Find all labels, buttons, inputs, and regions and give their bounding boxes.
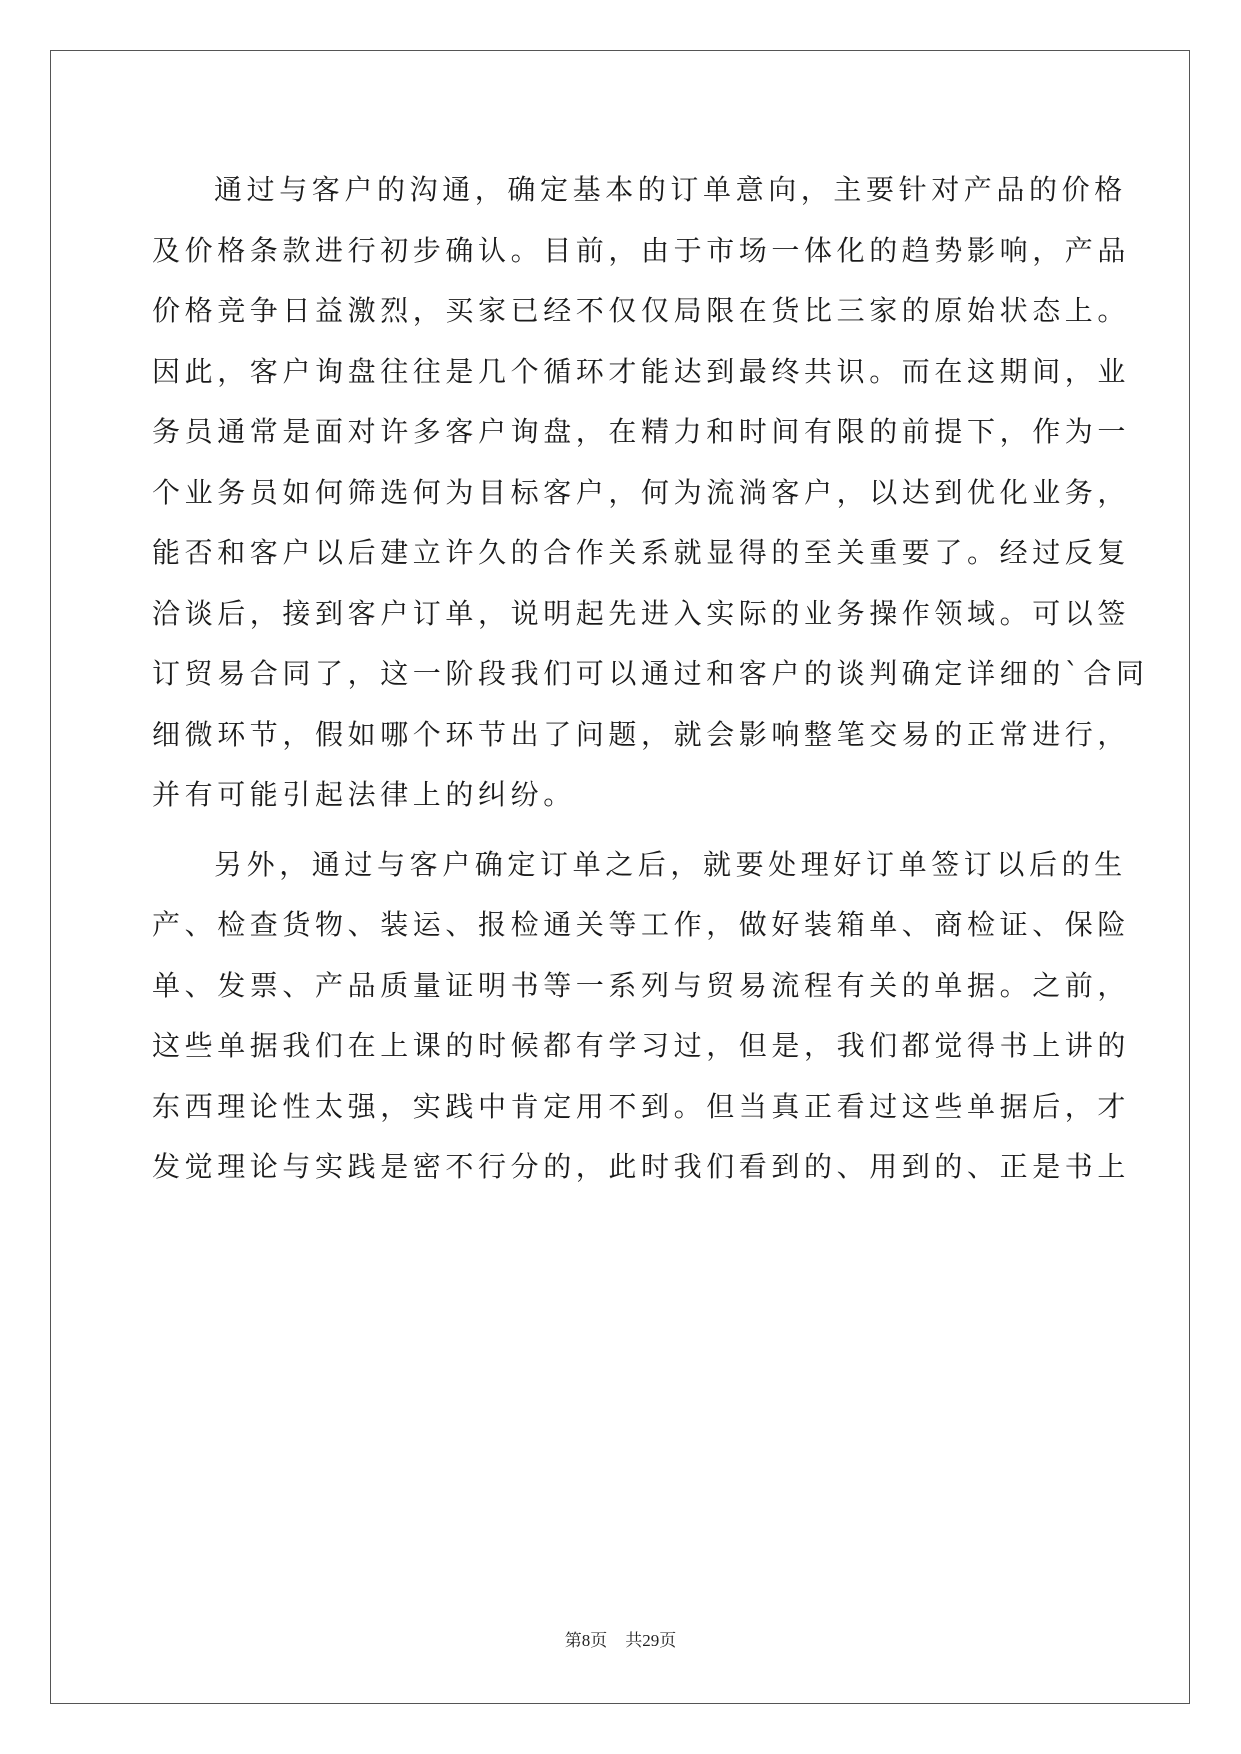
document-body: [152, 160, 1149, 1207]
text-line: 个业务员如何筛选何为目标客户，何为流淌客户，以达到优化业务，: [152, 475, 1131, 509]
text-line: 因此，客户询盘往往是几个循环才能达到最终共识。而在这期间，业: [152, 354, 1131, 388]
text-line: 订贸易合同了，这一阶段我们可以通过和客户的谈判确定详细的`合同: [152, 657, 1149, 690]
text-line: 并有可能引起法律上的纠纷。: [152, 778, 576, 811]
text-line: 能否和客户以后建立许久的合作关系就显得的至关重要了。经过反复: [152, 536, 1131, 569]
text-line: 通过与客户的沟通，确定基本的订单意向，主要针对产品的价格: [214, 173, 1127, 206]
text-line: 单、发票、产品质量证明书等一系列与贸易流程有关的单据。之前，: [152, 968, 1131, 1002]
paragraph-2: [152, 835, 1131, 1198]
text-line: 这些单据我们在上课的时候都有学习过，但是，我们都觉得书上讲的: [152, 1029, 1131, 1062]
text-line: 价格竞争日益激烈，买家已经不仅仅局限在货比三家的原始状态上。: [152, 294, 1131, 327]
text-line: 东西理论性太强，实践中肯定用不到。但当真正看过这些单据后，才: [152, 1089, 1131, 1123]
paragraph-1: [152, 160, 1149, 826]
text-line: 洽谈后，接到客户订单，说明起先进入实际的业务操作领域。可以签: [152, 596, 1131, 630]
text-line: 细微环节，假如哪个环节出了问题，就会影响整笔交易的正常进行，: [152, 717, 1131, 751]
text-line: 务员通常是面对许多客户询盘，在精力和时间有限的前提下，作为一: [152, 415, 1131, 448]
page-number: 第8页: [564, 1631, 608, 1650]
page-footer: [0, 1626, 1241, 1651]
text-line: 另外，通过与客户确定订单之后，就要处理好订单签订以后的生: [214, 847, 1127, 881]
text-line: 发觉理论与实践是密不行分的，此时我们看到的、用到的、正是书上: [152, 1150, 1131, 1183]
text-line: 产、检查货物、装运、报检通关等工作，做好装箱单、商检证、保险: [152, 908, 1131, 941]
page-total: 共29页: [625, 1631, 677, 1650]
text-line: 及价格条款进行初步确认。目前，由于市场一体化的趋势影响，产品: [152, 233, 1131, 267]
